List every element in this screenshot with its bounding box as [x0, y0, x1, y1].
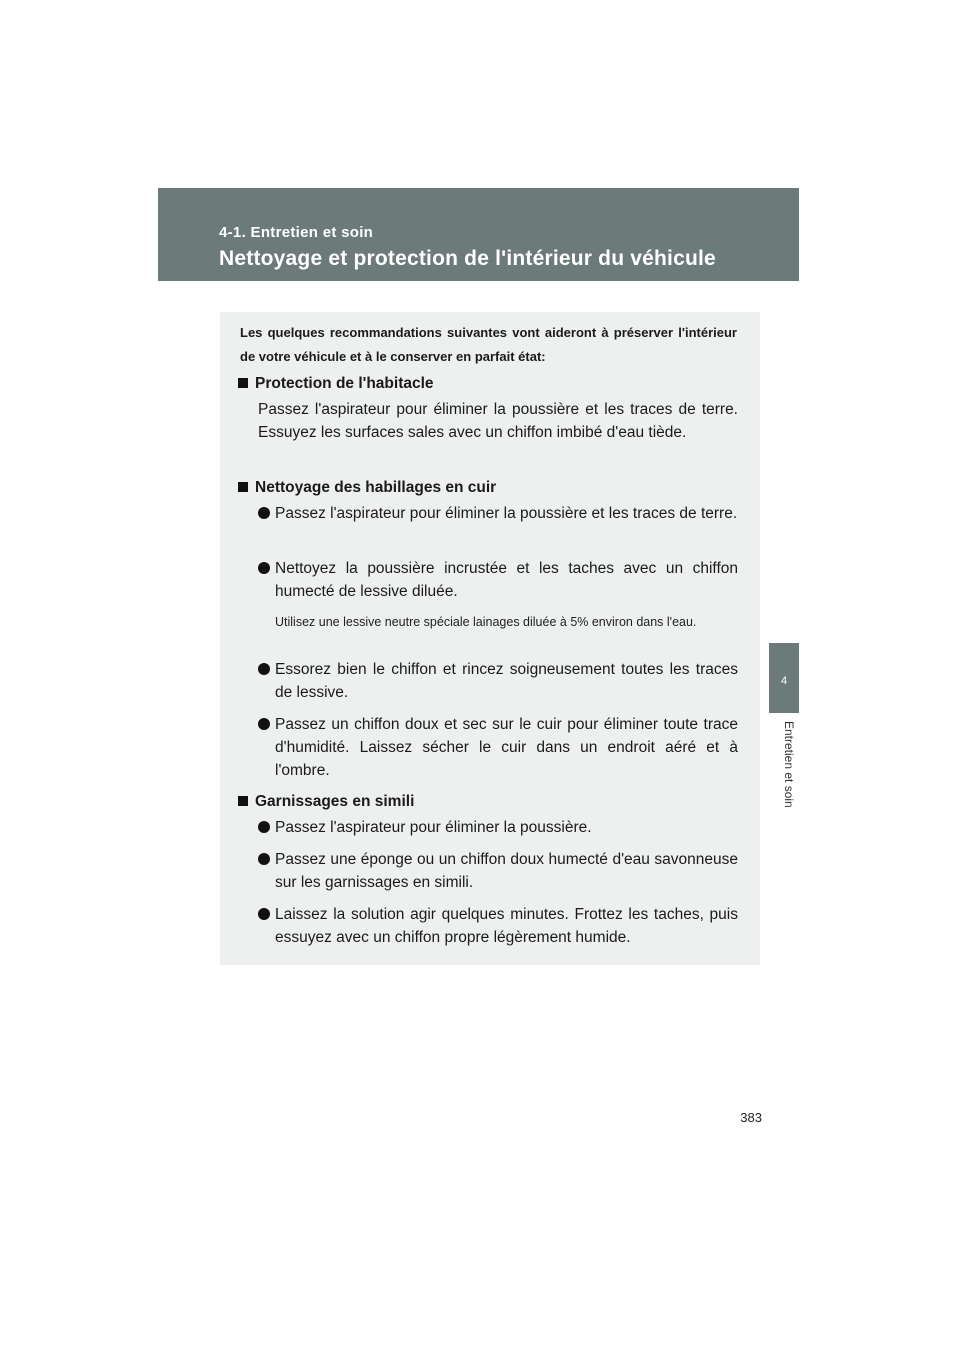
bullet-dot-icon	[258, 908, 270, 920]
bullet-dot-icon	[258, 718, 270, 730]
note-text: Utilisez une lessive neutre spéciale lainages diluée à 5% environ dans l'eau.	[275, 615, 697, 629]
content-box	[220, 312, 760, 965]
page-header	[158, 188, 799, 281]
bullet-dot-icon	[258, 853, 270, 865]
chapter-number: 4	[780, 675, 788, 687]
square-bullet-icon	[238, 482, 248, 492]
list-item: Essorez bien le chiffon et rincez soigneusement toutes les traces de lessive.	[258, 658, 738, 704]
chapter-tab	[769, 643, 799, 713]
bullet-dot-icon	[258, 562, 270, 574]
section-heading-simili: Garnissages en simili	[238, 790, 414, 814]
list-item: Passez l'aspirateur pour éliminer la poussière.	[258, 816, 738, 839]
section-label: 4-1. Entretien et soin	[219, 224, 374, 241]
list-item: Passez une éponge ou un chiffon doux humecté d'eau savonneuse sur les garnissages en simili.	[258, 848, 738, 894]
list-item: Nettoyez la poussière incrustée et les taches avec un chiffon humecté de lessive diluée.	[258, 557, 738, 603]
chapter-name: Entretien et soin	[782, 721, 796, 808]
page-title: Nettoyage et protection de l'intérieur du véhicule	[219, 247, 716, 270]
square-bullet-icon	[238, 378, 248, 388]
list-item: Laissez la solution agir quelques minutes. Frottez les taches, puis essuyez avec un chiffon propre légèrement humide.	[258, 903, 738, 949]
bullet-dot-icon	[258, 663, 270, 675]
bullet-dot-icon	[258, 821, 270, 833]
square-bullet-icon	[238, 796, 248, 806]
list-item: Passez l'aspirateur pour éliminer la poussière et les traces de terre.	[258, 502, 738, 525]
page-number: 383	[740, 1110, 762, 1125]
section-heading-cuir: Nettoyage des habillages en cuir	[238, 476, 496, 500]
section-text-habitacle: Passez l'aspirateur pour éliminer la poussière et les traces de terre. Essuyez les surfaces sales avec un chiffon imbibé d'eau tiède.	[258, 401, 738, 441]
intro-text: Les quelques recommandations suivantes vont aideront à préserver l'intérieur de votre véhicule et à le conserver en parfait état:	[240, 325, 737, 364]
section-heading-habitacle: Protection de l'habitacle	[238, 372, 434, 396]
bullet-dot-icon	[258, 507, 270, 519]
list-item: Passez un chiffon doux et sec sur le cuir pour éliminer toute trace d'humidité. Laissez sécher le cuir dans un endroit aéré et à l'ombre.	[258, 713, 738, 782]
